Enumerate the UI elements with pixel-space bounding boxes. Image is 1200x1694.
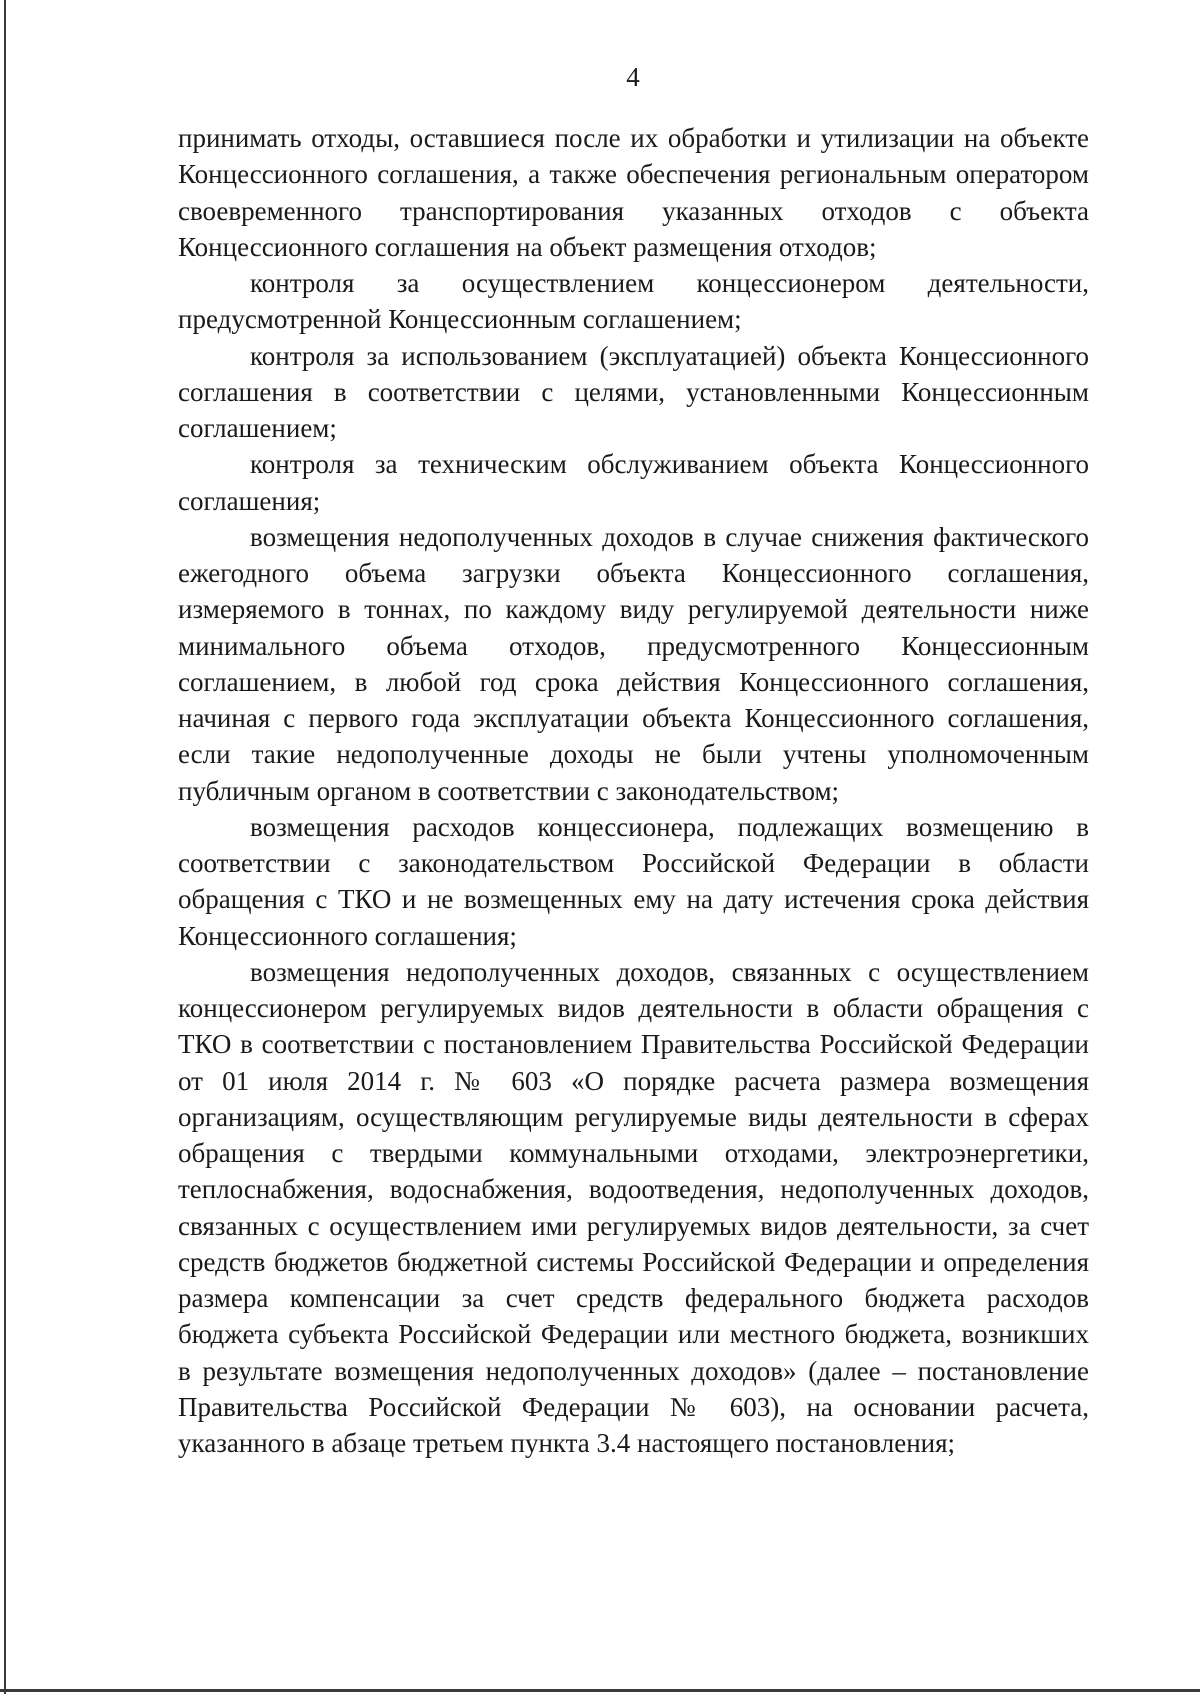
- paragraph: контроля за использованием (эксплуатацией) объекта Концессионного соглашения в соответствии с целями, установленными Концессионным соглашением;: [178, 340, 1089, 443]
- scan-edge-bottom: [0, 1689, 1200, 1692]
- paragraph: контроля за техническим обслуживанием объекта Концессионного соглашения;: [178, 449, 1089, 516]
- page-number: 4: [626, 62, 640, 92]
- scan-edge-left: [4, 0, 6, 1694]
- paragraph: возмещения расходов концессионера, подлежащих возмещению в соответствии с законодательством Российской Федерации в области обращения с ТКО и не возмещенных ему на дату истечения срока действия Концессионного соглашения;: [178, 811, 1089, 951]
- paragraph: возмещения недополученных доходов, связанных с осуществлением концессионером регулируемых видов деятельности в области обращения с ТКО в соответствии с постановлением Правительства Российской Федерации от 01 июля 2014 г. № 603 «О порядке расчета размера возмещения организациям, осуществляющим регулируемые виды деятельности в сферах обращения с твердыми коммунальными отходами, электроэнергетики, теплоснабжения, водоснабжения, водоотведения, недополученных доходов, связанных с осуществлением ими регулируемых видов деятельности, за счет средств бюджетов бюджетной системы Российской Федерации и определения размера компенсации за счет средств федерального бюджета расходов бюджета субъекта Российской Федерации или местного бюджета, возникших в результате возмещения недополученных доходов» (далее – постановление Правительства Российской Федерации № 603), на основании расчета, указанного в абзаце третьем пункта 3.4 настоящего постановления;: [178, 956, 1089, 1458]
- paragraph: возмещения недополученных доходов в случае снижения фактического ежегодного объема загрузки объекта Концессионного соглашения, измеряемого в тоннах, по каждому виду регулируемой деятельности ниже минимального объема отходов, предусмотренного Концессионным соглашением, в любой год срока действия Концессионного соглашения, начиная с первого года эксплуатации объекта Концессионного соглашения, если такие недополученные доходы не были учтены уполномоченным публичным органом в соответствии с законодательством;: [178, 521, 1089, 806]
- paragraph: контроля за осуществлением концессионером деятельности, предусмотренной Концессионным соглашением;: [178, 268, 1089, 335]
- paragraph-continued: принимать отходы, оставшиеся после их обработки и утилизации на объекте Концессионного соглашения, а также обеспечения региональным оператором своевременного транспортирования указанных отходов с объекта Концессионного соглашения на объект размещения отходов;: [178, 123, 1089, 262]
- document-body: [178, 120, 1089, 1461]
